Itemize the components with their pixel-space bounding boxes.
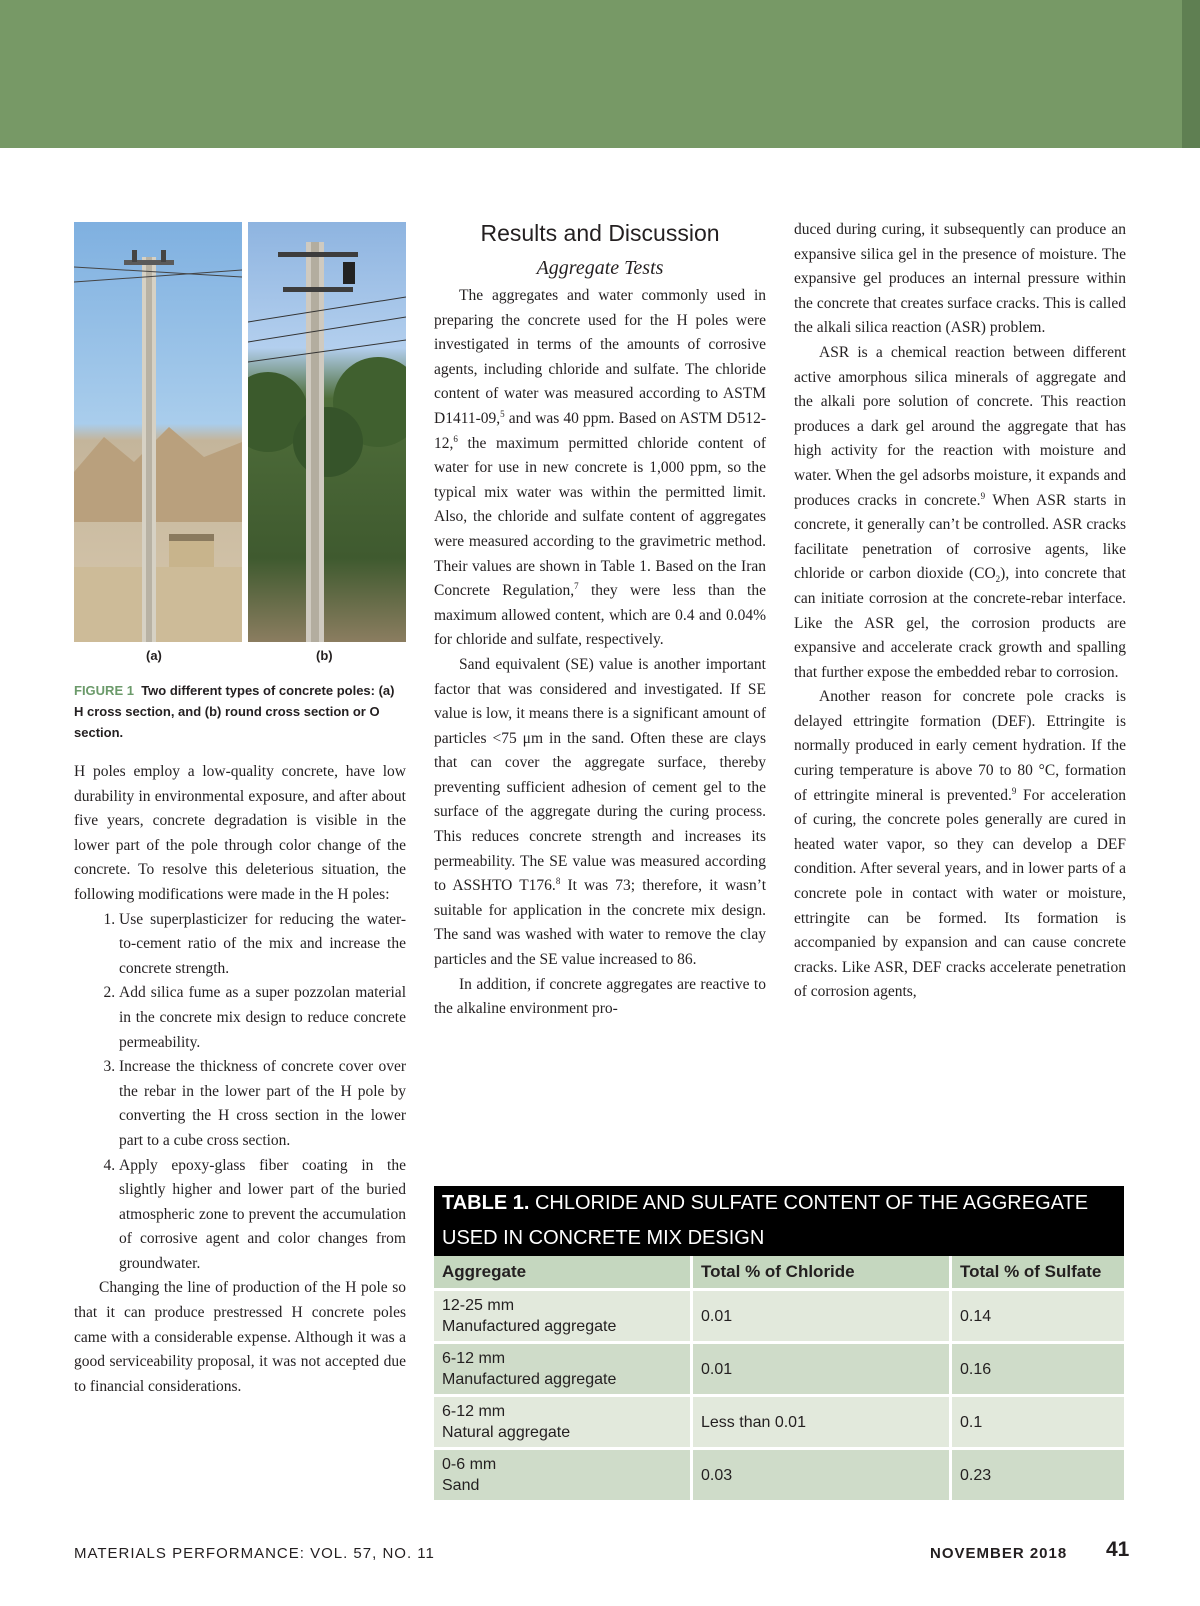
table-row <box>434 1291 1124 1344</box>
column-header: Aggregate <box>434 1256 693 1288</box>
photo-round-pole <box>248 222 406 642</box>
paragraph: Sand equivalent (SE) value is another important factor that was considered and investigated. If SE value is low, it means there is a significant amount of particles <75 μm in the sand. Often these are clays that can cover the aggregate surface, thereby preventing sufficient adhesion of cement gel to the surface of the aggregate during the curing process. This reduces concrete strength and increases its permeability. The SE value was measured according to ASSHTO T176.$^8$ It was 73; therefore, it wasn’t suitable for application in the concrete mix design. The sand was washed with water to remove the clay particles and the SE value increased to 86. <box>434 655 766 969</box>
header-banner-edge <box>1182 0 1200 148</box>
right-column <box>794 218 1126 1005</box>
table-row <box>434 1450 1124 1503</box>
figure-panel-labels <box>74 648 406 668</box>
journal-footer: MATERIALS PERFORMANCE: VOL. 57, NO. 11 <box>74 1545 435 1562</box>
figure-caption-text: Two different types of concrete poles: (a) H cross section, and (b) round cross section or O section. <box>74 683 395 740</box>
cell-chloride: Less than 0.01 <box>693 1397 952 1447</box>
reference-6: 6 <box>453 433 458 444</box>
table-row <box>434 1397 1124 1450</box>
cell-aggregate: 0-6 mm Sand <box>434 1450 693 1500</box>
reference-9: 9 <box>980 490 986 501</box>
list-item: 4. Apply epoxy-glass fiber coating in the slightly higher and lower part of the buried atmospheric zone to prevent the accumulation of corrosive agent and color changes from groundwater. <box>119 1154 406 1277</box>
reference-9: 9 <box>1011 785 1017 796</box>
figure-caption <box>74 680 406 743</box>
issue-date: NOVEMBER 2018 <box>930 1545 1068 1562</box>
panel-label-a: (a) <box>146 648 162 663</box>
modification-list <box>74 908 406 1277</box>
reference-8: 8 <box>555 876 561 887</box>
section-heading: Results and Discussion <box>480 220 720 246</box>
header-banner <box>0 0 1200 148</box>
cell-chloride: 0.03 <box>693 1450 952 1500</box>
reference-7: 7 <box>574 580 579 591</box>
table-row <box>434 1344 1124 1397</box>
cell-sulfate: 0.23 <box>960 1466 992 1484</box>
paragraph: H poles employ a low-quality concrete, have low durability in environmental exposure, and after about five years, concrete degradation is visible in the lower part of the pole through color change of the concrete. To resolve this deleterious situation, the following modifications were made in the H poles: <box>74 763 406 903</box>
reference-5: 5 <box>500 408 505 419</box>
table-title-text: CHLORIDE AND SULFATE CONTENT OF THE AGGREGATE USED IN CONCRETE MIX DESIGN <box>442 1192 1089 1249</box>
list-item: 3. Increase the thickness of concrete cover over the rebar in the lower part of the H pole by converting the H cross section in the lower part to a cube cross section. <box>119 1055 406 1153</box>
list-item: 1. Use superplasticizer for reducing the water-to-cement ratio of the mix and increase the concrete strength. <box>119 908 406 982</box>
left-column <box>74 760 406 1399</box>
paragraph: Changing the line of production of the H pole so that it can produce prestressed H concrete poles came with a considerable expense. Although it was a good serviceability proposal, it was not accepted due to financial considerations. <box>74 1279 406 1395</box>
photo-h-pole <box>74 222 242 642</box>
table-number: TABLE 1. <box>442 1192 530 1214</box>
figure-number: FIGURE 1 <box>74 683 134 698</box>
subsection-heading: Aggregate Tests <box>536 257 664 279</box>
cell-aggregate: 12-25 mm Manufactured aggregate <box>434 1291 693 1341</box>
cell-chloride: 0.01 <box>693 1291 952 1341</box>
page-number: 41 <box>1106 1538 1130 1561</box>
panel-label-b: (b) <box>316 648 333 663</box>
cell-aggregate: 6-12 mm Manufactured aggregate <box>434 1344 693 1394</box>
paragraph: In addition, if concrete aggregates are reactive to the alkaline environment pro- <box>434 975 766 1018</box>
table-header-row <box>434 1256 1124 1291</box>
cell-sulfate: 0.14 <box>960 1307 992 1325</box>
table-1 <box>434 1186 1124 1503</box>
cell-sulfate: 0.1 <box>960 1413 983 1431</box>
paragraph: ASR is a chemical reaction between different active amorphous silica minerals of aggregate and the alkali pore solution of concrete. This reaction produces a dark gel around the aggregate that has high activity for the reaction with moisture and water. When the gel adsorbs moisture, it expands and produces cracks in concrete.$^9$ When ASR starts in concrete, it generally can’t be controlled. ASR cracks facilitate penetration of corrosive agents, like chloride or carbon dioxide $(CO_2)$, into concrete that can initiate corrosion at the concrete-rebar interface. Like the ASR gel, the corrosion products are expansive and accelerate crack growth and spalling that further expose the embedded rebar to corrosion. <box>794 343 1126 681</box>
column-header: Total % of Sulfate <box>960 1262 1102 1281</box>
cell-chloride: 0.01 <box>693 1344 952 1394</box>
paragraph: Another reason for concrete pole cracks is delayed ettringite formation (DEF). Ettringite is normally produced in early cement hydration. If the curing temperature is above 70 to 80 °C, formation of ettringite mineral is prevented.$^9$ For acceleration of curing, the concrete poles generally are cured in heated water vapor, so they can develop a DEF condition. After several years, and in lower parts of a concrete pole in contact with water or moisture, ettringite can be formed. Its formation is accompanied by expansion and can cause concrete cracks. Like ASR, DEF cracks accelerate penetration of corrosion agents, <box>794 688 1127 1001</box>
subscript-2: 2 <box>995 574 1001 585</box>
column-header: Total % of Chloride <box>693 1256 952 1288</box>
paragraph: duced during curing, it subsequently can produce an expansive silica gel in the presence of moisture. The expansive gel produces an internal pressure within the concrete that creates surface cracks. This is called the alkali silica reaction (ASR) problem. <box>794 221 1126 337</box>
list-item: 2. Add silica fume as a super pozzolan material in the concrete mix design to reduce concrete permeability. <box>119 981 406 1055</box>
paragraph: The aggregates and water commonly used in preparing the concrete used for the H poles were investigated in terms of the amounts of corrosive agents, including chloride and sulfate. The chloride content of water was measured according to ASTM D1411-09,$^5$ and was 40 ppm. Based on ASTM D512-12,$^6$ the maximum permitted chloride content of water for use in new concrete is 1,000 ppm, so the typical mix water was within the permitted limit. Also, the chloride and sulfate content of aggregates were measured according to the gravimetric method. Their values are shown in Table 1. Based on the Iran Concrete Regulation,$^7$ they were less than the maximum allowed content, which are 0.4 and 0.04% for chloride and sulfate, respectively. <box>434 287 766 649</box>
middle-column <box>434 218 766 1022</box>
cell-aggregate: 6-12 mm Natural aggregate <box>434 1397 693 1447</box>
cell-sulfate: 0.16 <box>960 1360 992 1378</box>
table-title <box>434 1186 1124 1256</box>
